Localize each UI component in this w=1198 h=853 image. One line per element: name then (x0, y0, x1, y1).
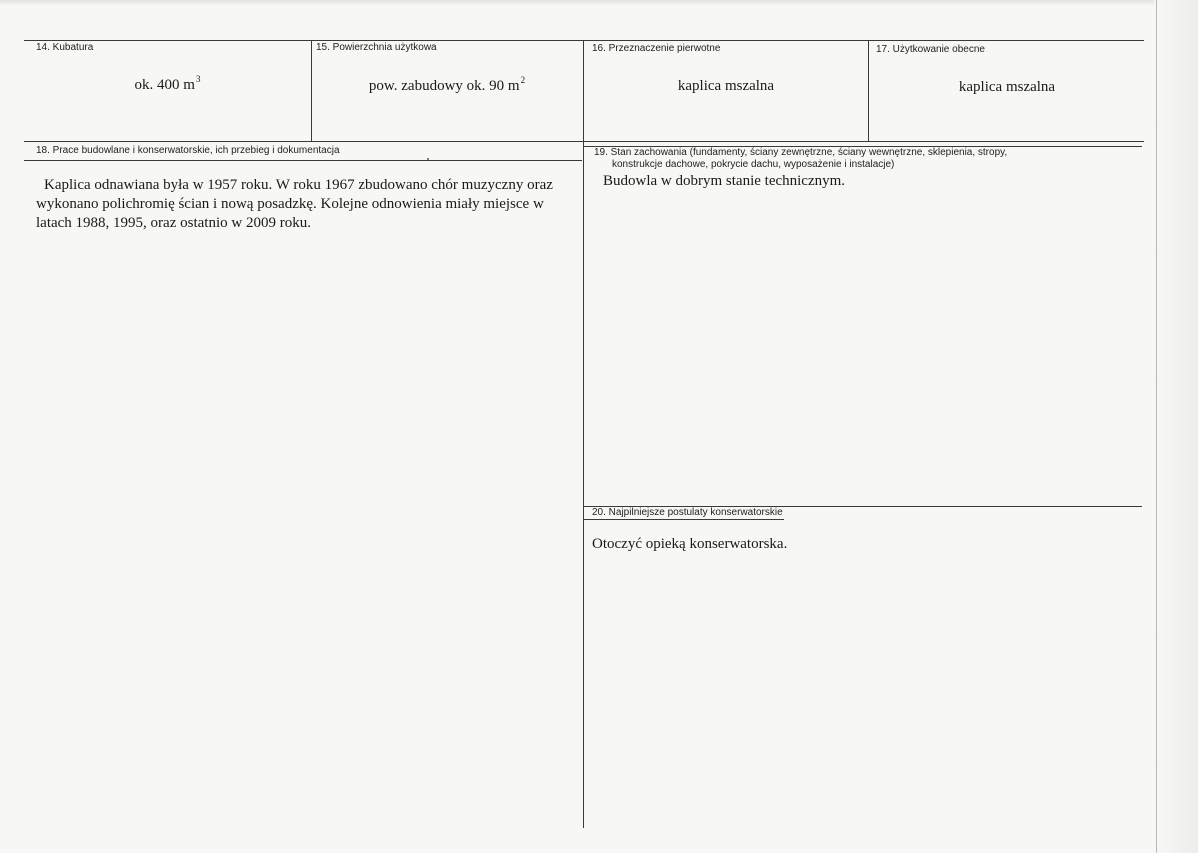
field-20-label: 20. Najpilniejsze postulaty konserwatorskie (592, 507, 783, 518)
row2-bottom-line (24, 160, 582, 161)
field-19-label-continued: konstrukcje dachowe, pokrycie dachu, wyposażenie i instalacje) (612, 159, 895, 170)
field-17-label: 17. Użytkowanie obecne (876, 44, 985, 55)
row1-top-line (24, 40, 1144, 41)
scan-speck (427, 158, 429, 160)
field-14-value (30, 76, 305, 95)
divider-16-17 (868, 40, 869, 141)
divider-main-vertical (583, 141, 584, 828)
scan-page-edge (1156, 0, 1157, 853)
scan-shadow-top (0, 0, 1198, 6)
field-15-label: 15. Powierzchnia użytkowa (316, 42, 437, 53)
section20-header-line (584, 519, 784, 520)
field-14-label: 14. Kubatura (36, 42, 94, 53)
field-18-label: 18. Prace budowlane i konserwatorskie, ich przebieg i dokumentacja (36, 145, 340, 156)
field-14-value-exponent: 3 (195, 74, 201, 84)
field-18-text: Kaplica odnawiana była w 1957 roku. W roku 1967 zbudowano chór muzyczny oraz wykonano polichromię ścian i nową posadzkę. Kolejne odnowienia miały miejsce w latach 1988, 1995, oraz ostatnio w 2009 roku. (36, 177, 553, 231)
scan-shadow-right (1154, 0, 1198, 853)
row1-bottom-line (24, 141, 1144, 142)
field-15-value (312, 77, 582, 96)
field-16-label: 16. Przeznaczenie pierwotne (592, 43, 721, 54)
field-19-text: Budowla w dobrym stanie technicznym. (603, 173, 846, 189)
field-16-value: kaplica mszalna (677, 78, 775, 94)
field-15-value-text: pow. zabudowy ok. 90 m (368, 78, 520, 94)
field-15-value-exponent: 2 (520, 75, 526, 85)
field-19-label: 19. Stan zachowania (fundamenty, ściany zewnętrzne, ściany wewnętrzne, sklepienia, stropy, (594, 147, 1008, 158)
field-14-value-text: ok. 400 m (134, 77, 195, 93)
field-17-value: kaplica mszalna (958, 79, 1056, 95)
field-20-text: Otoczyć opieką konserwatorska. (592, 536, 788, 552)
